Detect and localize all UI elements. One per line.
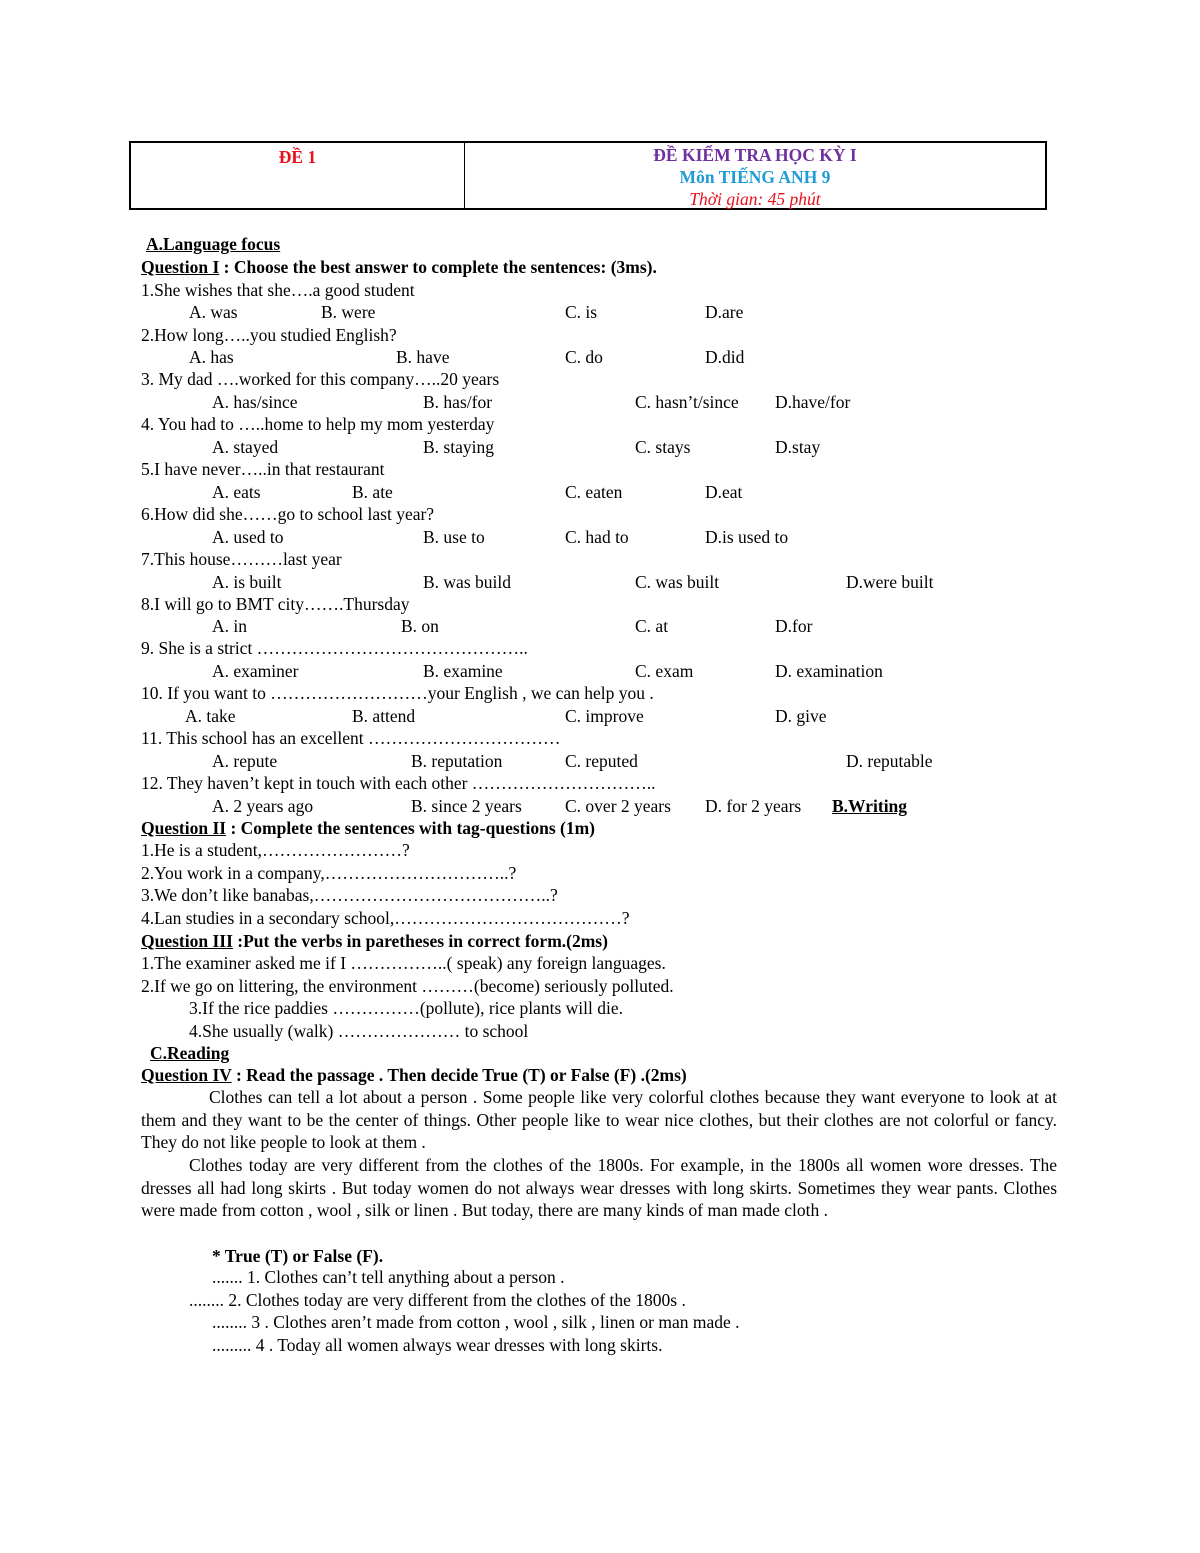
option-c: C. stays: [635, 437, 691, 457]
tag-question-item: 1.He is a student,……………………?: [141, 840, 410, 860]
option-d: D. give: [775, 706, 827, 726]
option-c: C. reputed: [565, 751, 638, 771]
question-2-instruction: : Complete the sentences with tag-questions (1m): [226, 818, 596, 838]
verb-form-item: 4.She usually (walk) ………………… to school: [189, 1021, 529, 1041]
question-item: 9. She is a strict ………………………………………..: [141, 638, 528, 658]
verb-form-item: 1.The examiner asked me if I ……………..( speak) any foreign languages.: [141, 953, 666, 973]
question-1-instruction: : Choose the best answer to complete the sentences: (3ms).: [219, 257, 657, 277]
exam-time: Thời gian: 45 phút: [689, 189, 821, 209]
question-3-label: Question III: [141, 931, 233, 951]
tag-question-item: 2.You work in a company,…………………………..?: [141, 863, 517, 883]
question-item: 3. My dad ….worked for this company…..20 years: [141, 369, 500, 389]
exam-title-block: [465, 143, 1045, 208]
option-d: D.eat: [705, 482, 743, 502]
option-a: A. has/since: [212, 392, 298, 412]
option-a: A. take: [185, 706, 236, 726]
question-3-heading: [141, 931, 608, 952]
question-item: 8.I will go to BMT city…….Thursday: [141, 594, 410, 614]
true-false-heading: * True (T) or False (F).: [212, 1246, 384, 1266]
section-c-heading: C.Reading: [150, 1043, 230, 1063]
option-c: C. do: [565, 347, 603, 367]
question-item: 10. If you want to ………………………your English , we can help you .: [141, 683, 654, 703]
true-false-item: ........ 3 . Clothes aren’t made from cotton , wool , silk , linen or man made .: [212, 1312, 740, 1332]
option-a: A. 2 years ago: [212, 796, 314, 816]
option-b: B. attend: [352, 706, 416, 726]
option-d: D.were built: [846, 572, 934, 592]
option-d: D.are: [705, 302, 744, 322]
tag-question-item: 4.Lan studies in a secondary school,…………………………………?: [141, 908, 630, 928]
option-c: C. at: [635, 616, 669, 636]
option-b: B. examine: [423, 661, 503, 681]
option-a: A. eats: [212, 482, 261, 502]
question-3-instruction: :Put the verbs in paretheses in correct form.(2ms): [232, 931, 608, 951]
option-d: D.for: [775, 616, 813, 636]
option-a: A. repute: [212, 751, 278, 771]
question-item: 5.I have never…..in that restaurant: [141, 459, 385, 479]
question-2-heading: [141, 818, 595, 839]
true-false-item: ....... 1. Clothes can’t tell anything about a person .: [212, 1267, 565, 1287]
option-c: C. is: [565, 302, 598, 322]
option-c: C. improve: [565, 706, 644, 726]
option-b: B. since 2 years: [411, 796, 522, 816]
question-item: 2.How long…..you studied English?: [141, 325, 397, 345]
option-c: C. exam: [635, 661, 694, 681]
section-b-heading: B.Writing: [832, 796, 908, 816]
exam-code: ĐỀ 1: [131, 143, 465, 208]
option-b: B. on: [401, 616, 439, 636]
option-b: B. has/for: [423, 392, 493, 412]
passage-paragraph-1: Clothes can tell a lot about a person . Some people like very colorful clothes because they want everyone to look at at them and they want to be the center of things. Other people like to wear nice clothes, but their clothes are not colorful or fancy. They do not like people to look at them .: [141, 1087, 1057, 1153]
exam-subject: Môn TIẾNG ANH 9: [679, 167, 831, 187]
verb-form-item: 3.If the rice paddies ……………(pollute), rice plants will die.: [189, 998, 623, 1018]
question-2-label: Question II: [141, 818, 227, 838]
question-1-heading: [141, 257, 657, 278]
option-a: A. has: [189, 347, 234, 367]
option-d: D. for 2 years: [705, 796, 802, 816]
option-c: C. hasn’t/since: [635, 392, 739, 412]
option-b: B. was build: [423, 572, 511, 592]
option-a: A. examiner: [212, 661, 299, 681]
option-b: B. reputation: [411, 751, 503, 771]
option-b: B. use to: [423, 527, 485, 547]
option-b: B. have: [396, 347, 450, 367]
header-table: [129, 141, 1047, 210]
question-item: 1.She wishes that she….a good student: [141, 280, 415, 300]
option-a: A. in: [212, 616, 247, 636]
true-false-item: ........ 2. Clothes today are very different from the clothes of the 1800s .: [189, 1290, 686, 1310]
option-c: C. had to: [565, 527, 629, 547]
option-a: A. is built: [212, 572, 282, 592]
question-item: 7.This house………last year: [141, 549, 342, 569]
option-d: D.have/for: [775, 392, 851, 412]
option-a: A. used to: [212, 527, 284, 547]
option-d: D.did: [705, 347, 745, 367]
option-b: B. ate: [352, 482, 393, 502]
tag-question-item: 3.We don’t like banabas,…………………………………..?: [141, 885, 558, 905]
question-item: 6.How did she……go to school last year?: [141, 504, 435, 524]
exam-title: ĐỀ KIỂM TRA HỌC KỲ I: [653, 145, 857, 165]
option-a: A. stayed: [212, 437, 279, 457]
question-item: 11. This school has an excellent ……………………………: [141, 728, 561, 748]
option-d: D.stay: [775, 437, 821, 457]
question-item: 4. You had to …..home to help my mom yesterday: [141, 414, 495, 434]
question-item: 12. They haven’t kept in touch with each other …………………………..: [141, 773, 656, 793]
question-4-instruction: : Read the passage . Then decide True (T) or False (F) .(2ms): [231, 1065, 687, 1085]
option-d: D.is used to: [705, 527, 789, 547]
section-a-heading: A.Language focus: [146, 234, 281, 254]
question-4-label: Question IV: [141, 1065, 232, 1085]
option-c: C. over 2 years: [565, 796, 671, 816]
passage-paragraph-2: Clothes today are very different from the clothes of the 1800s. For example, in the 1800s all women wore dresses. The dresses all had long skirts . But today women do not always wear dresses with long skirts. Sometimes they wear pants. Clothes were made from cotton , wool , silk or linen . But today, there are many kinds of man made cloth .: [141, 1155, 1057, 1221]
true-false-item: ......... 4 . Today all women always wear dresses with long skirts.: [212, 1335, 663, 1355]
option-d: D. examination: [775, 661, 883, 681]
option-c: C. eaten: [565, 482, 623, 502]
question-1-label: Question I: [141, 257, 220, 277]
option-b: B. were: [321, 302, 376, 322]
question-4-heading: [141, 1065, 687, 1086]
option-c: C. was built: [635, 572, 720, 592]
option-b: B. staying: [423, 437, 494, 457]
verb-form-item: 2.If we go on littering, the environment ………(become) seriously polluted.: [141, 976, 674, 996]
option-a: A. was: [189, 302, 238, 322]
option-d: D. reputable: [846, 751, 933, 771]
